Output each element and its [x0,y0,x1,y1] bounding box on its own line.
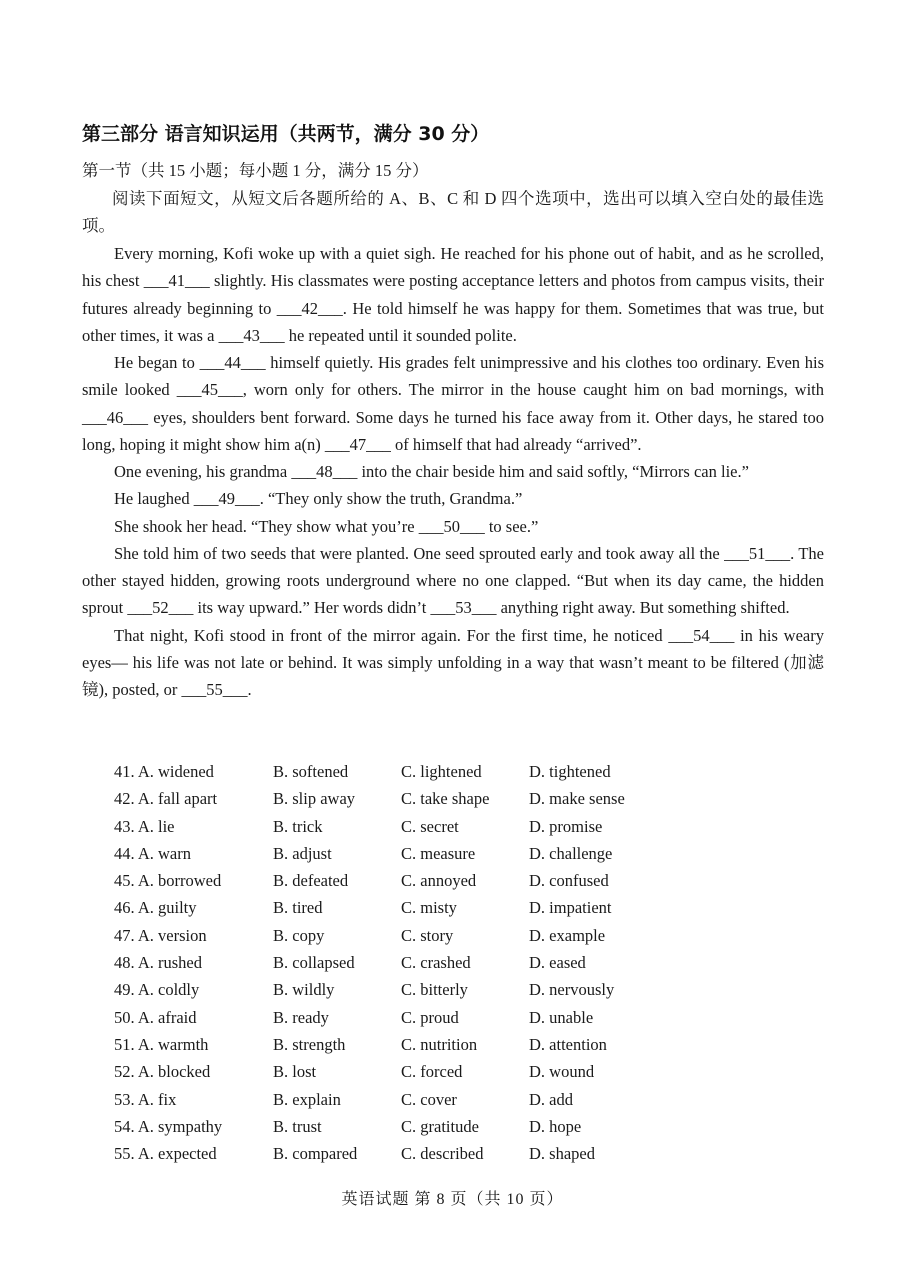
option-d: D. example [529,925,606,945]
option-c: C. described [401,1144,484,1164]
passage-text: Every morning, Kofi woke up with a quiet sigh. He reached for his phone out of habit, and as he scrolled, his chest [82,244,824,291]
option-d: D. challenge [529,843,613,863]
option-a: 41. A. widened [114,762,214,781]
blank-49: ___49___ [193,489,260,509]
option-a: 51. A. warmth [114,1034,209,1054]
page-footer: 英语试题 第 8 页（共 10 页） [341,1191,564,1208]
option-b: B. strength [273,1034,346,1054]
option-b: B. trust [273,1116,322,1136]
passage-text: in his weary eyes— his life was not late or behind. It was simply unfolding in a way that wasn’t meant to be filtered (加滤镜), posted, or [82,625,824,699]
option-a: 49. A. coldly [114,980,200,1000]
option-a: 47. A. version [114,925,207,945]
passage-text: to see.” [484,516,539,536]
passage-text: That night, Kofi stood in front of the mirror again. For the first time, he noticed [114,625,669,645]
option-b: B. compared [273,1144,358,1164]
option-b: B. adjust [273,843,332,863]
option-b: B. copy [273,925,325,945]
option-d: D. make sense [529,789,625,809]
option-row [114,1140,834,1167]
blank-45: ___45___ [176,380,243,400]
passage-paragraph [82,240,824,349]
option-c: C. forced [401,1062,463,1082]
option-a: 52. A. blocked [114,1062,211,1082]
option-d: D. shaped [529,1144,595,1164]
option-a: 48. A. rushed [114,953,202,973]
passage-text: he repeated until it sounded polite. [284,325,517,345]
passage-text: , worn only for others. The mirror in the house caught him on bad mornings, with [242,380,824,400]
blank-52: ___52___ [127,598,194,618]
passage-text: She told him of two seeds that were planted. One seed sprouted early and took away all the [114,543,725,563]
passage-text: He began to [114,353,200,372]
passage-text: into the chair beside him and said softly, “Mirrors can lie.” [357,462,749,481]
option-b: B. softened [273,762,349,781]
option-b: B. ready [273,1007,329,1027]
option-c: C. story [401,925,454,945]
option-a: 53. A. fix [114,1089,177,1109]
passage-paragraph [82,485,824,512]
cloze-passage [82,240,824,703]
option-a: 43. A. lie [114,816,175,836]
option-c: C. measure [401,843,476,863]
option-b: B. trick [273,816,323,836]
option-c: C. cover [401,1089,457,1109]
blank-54: ___54___ [668,625,735,645]
option-c: C. misty [401,898,457,918]
passage-text: He laughed [114,489,194,509]
option-d: D. promise [529,816,603,836]
option-d: D. unable [529,1007,594,1027]
blank-48: ___48___ [291,462,358,481]
passage-text: . [247,680,252,699]
option-c: C. crashed [401,953,471,973]
option-b: B. collapsed [273,953,355,973]
option-row [114,1031,834,1058]
blank-50: ___50___ [418,516,485,536]
option-c: C. nutrition [401,1034,478,1054]
option-c: C. bitterly [401,980,468,1000]
blank-41: ___41___ [143,271,210,291]
passage-text: One evening, his grandma [114,462,292,481]
option-row [114,758,834,785]
blank-47: ___47___ [324,434,391,454]
option-b: B. explain [273,1089,341,1109]
option-c: C. annoyed [401,871,477,891]
option-d: D. tightened [529,762,611,781]
passage-text: She shook her head. “They show what you’re [114,516,419,536]
instruction-text: 阅读下面短文，从短文后各题所给的 A、B、C 和 D 四个选项中，选出可以填入空白处的最佳选项。 [82,189,824,235]
passage-text: . “They only show the truth, Grandma.” [259,489,523,509]
option-row [114,976,834,1003]
option-d: D. wound [529,1062,595,1082]
blank-55: ___55___ [181,680,248,699]
option-a: 55. A. expected [114,1144,217,1164]
passage-paragraph [82,513,824,540]
option-d: D. eased [529,953,586,973]
passage-text: . The other stayed hidden, growing roots underground where no one clapped. “But when its day came, the hidden sprout [82,543,824,618]
option-d: D. nervously [529,980,615,1000]
blank-51: ___51___ [724,543,791,563]
option-row [114,813,834,840]
option-c: C. proud [401,1007,459,1027]
subsection-title: 第一节（共 15 小题；每小题 1 分，满分 15 分） [82,161,429,180]
passage-text: anything right away. But something shifted. [496,598,790,618]
option-c: C. lightened [401,762,482,781]
option-d: D. add [529,1089,573,1109]
passage-paragraph [82,540,824,622]
option-row [114,894,834,921]
option-row [114,840,834,867]
option-a: 50. A. afraid [114,1007,197,1027]
option-a: 46. A. guilty [114,898,197,918]
passage-text: its way upward.” Her words didn’t [193,598,431,618]
option-row [114,867,834,894]
option-d: D. impatient [529,898,612,918]
option-d: D. confused [529,871,609,891]
option-row [114,949,834,976]
blank-46: ___46___ [82,407,148,427]
option-row [114,1086,834,1113]
option-row [114,1004,834,1031]
option-row [114,922,834,949]
option-c: C. take shape [401,789,490,809]
passage-text: slightly. His classmates were posting acceptance letters and photos from campus visits, their futures already beginning to [82,271,824,318]
option-b: B. lost [273,1062,317,1082]
option-row [114,1113,834,1140]
answer-options-list [114,758,834,1167]
option-row [114,1058,834,1085]
passage-text: eyes, shoulders bent forward. Some days he turned his face away from it. Other days, he stared too long, hoping it might show him a(n) [82,407,824,454]
option-c: C. gratitude [401,1116,479,1136]
passage-paragraph [82,349,824,458]
passage-paragraph [82,458,824,485]
passage-text: himself quietly. His grades felt unimpressive and his clothes too ordinary. Even his smile looked [82,353,824,400]
option-d: D. attention [529,1034,607,1054]
option-a: 42. A. fall apart [114,789,218,809]
option-b: B. defeated [273,871,349,891]
blank-44: ___44___ [199,353,266,372]
passage-text: of himself that had already “arrived”. [390,434,642,454]
passage-paragraph [82,622,824,704]
option-row [114,785,834,812]
option-b: B. slip away [273,789,356,809]
option-a: 54. A. sympathy [114,1116,223,1136]
option-c: C. secret [401,816,459,836]
blank-53: ___53___ [430,598,497,618]
option-a: 44. A. warn [114,843,191,863]
passage-text: . He told himself he was happy for them. Sometimes that was true, but other times, it was a [82,298,824,345]
blank-42: ___42___ [276,298,343,318]
option-a: 45. A. borrowed [114,871,222,891]
blank-43: ___43___ [218,325,285,345]
section-title: 第三部分 语言知识运用（共两节，满分 30 分） [82,123,490,145]
option-b: B. tired [273,898,323,918]
option-d: D. hope [529,1116,582,1136]
option-b: B. wildly [273,980,335,1000]
